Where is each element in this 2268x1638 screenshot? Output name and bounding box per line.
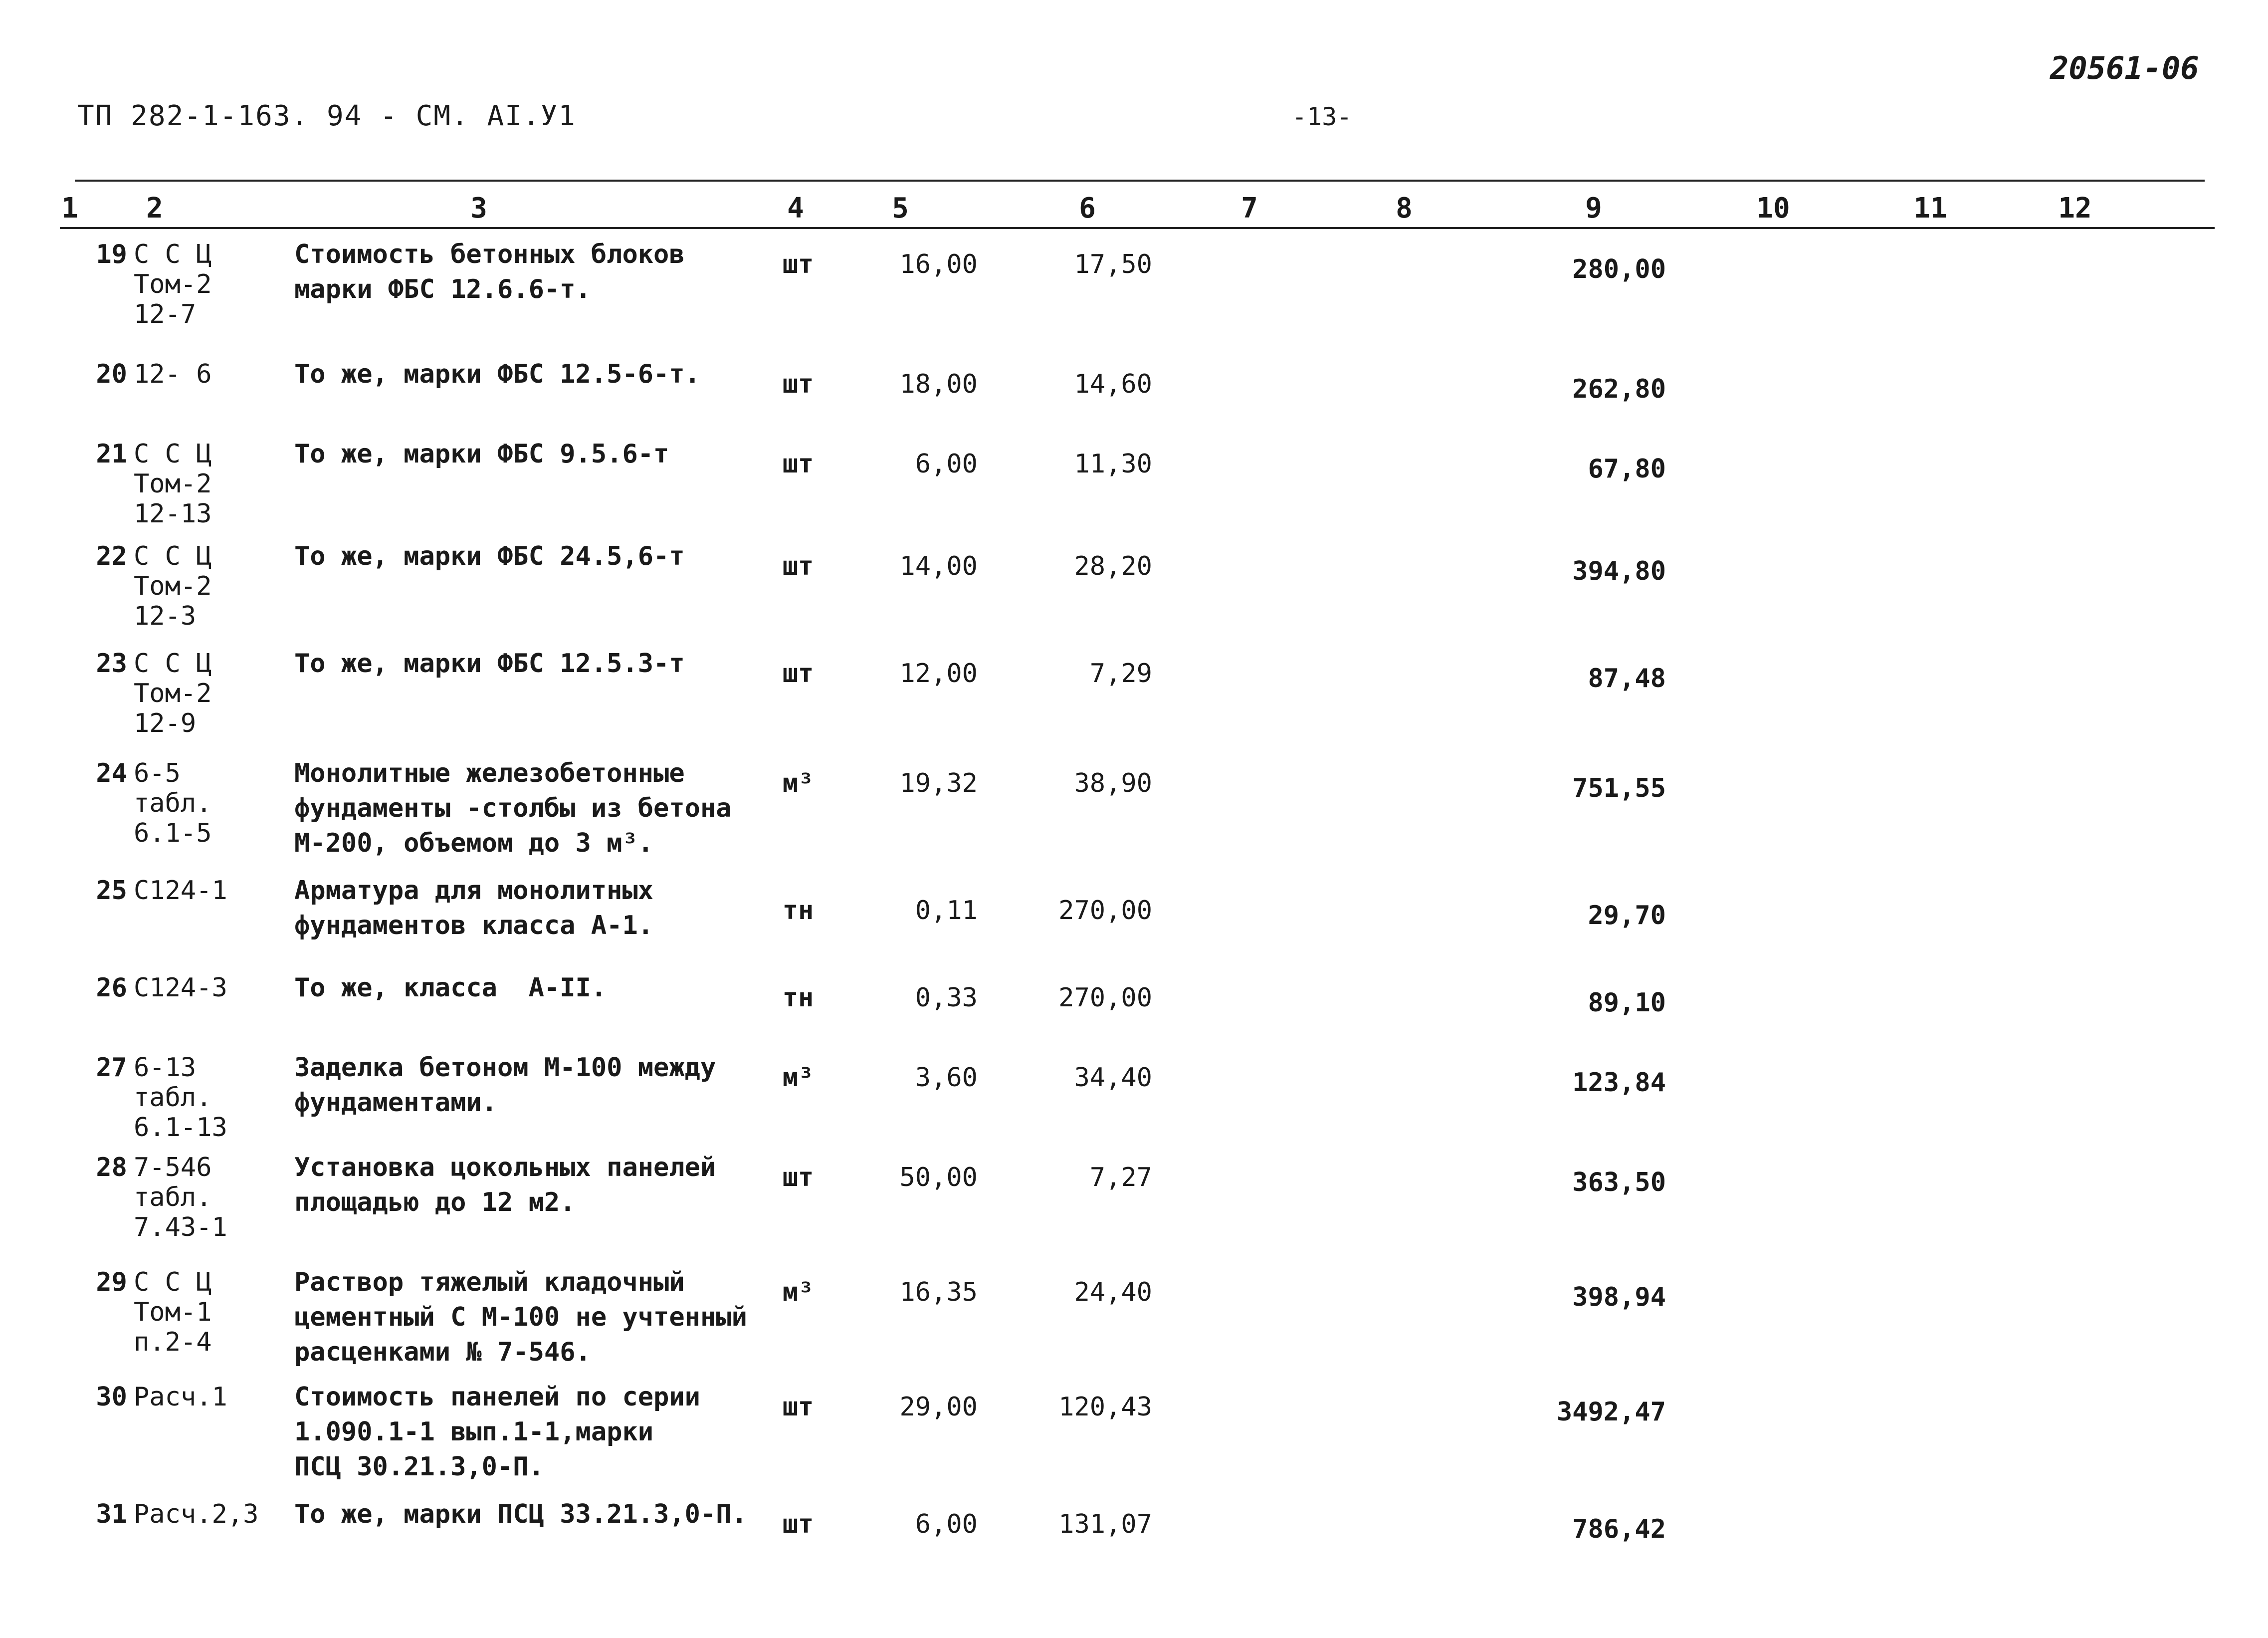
unit: шт [782, 1163, 814, 1192]
unit-price: 7,29 [1089, 659, 1152, 689]
unit: тн [782, 896, 814, 926]
unit-price: 24,40 [1074, 1277, 1152, 1307]
quantity: 19,32 [899, 768, 978, 798]
price-code: Том-1 [134, 1297, 212, 1327]
unit-price: 34,40 [1074, 1063, 1152, 1093]
column-number: 7 [1241, 192, 1258, 225]
unit-price: 270,00 [1058, 896, 1152, 926]
quantity: 6,00 [915, 449, 978, 479]
column-number: 9 [1585, 192, 1602, 225]
row-number: 21 [96, 439, 127, 469]
price-code: 12-13 [134, 499, 212, 529]
column-number: 4 [787, 192, 804, 225]
work-description: То же, марки ФБС 9.5.6-т [294, 439, 669, 469]
price-code: 7.43-1 [134, 1212, 227, 1242]
price-code: С124-1 [134, 876, 227, 906]
row-number: 29 [96, 1267, 127, 1297]
work-description: фундаментов класса А-1. [294, 911, 654, 940]
table-top-rule [75, 180, 2205, 182]
document-code: ТП 282-1-163. 94 - СМ. АI.У1 [77, 100, 577, 132]
total-cost: 280,00 [1572, 254, 1666, 284]
unit-price: 14,60 [1074, 369, 1152, 399]
unit: шт [782, 1509, 814, 1539]
column-number: 8 [1396, 192, 1413, 225]
work-description: 1.090.1-1 вып.1-1,марки [294, 1417, 654, 1447]
work-description: расценками № 7-546. [294, 1337, 591, 1367]
unit-price: 120,43 [1058, 1392, 1152, 1422]
price-code: 6-5 [134, 758, 181, 788]
price-code: Расч.2,3 [134, 1499, 259, 1529]
quantity: 0,33 [915, 983, 978, 1013]
work-description: То же, марки ФБС 12.5.3-т [294, 649, 685, 679]
price-code: 12- 6 [134, 359, 212, 389]
work-description: Стоимость панелей по серии [294, 1382, 700, 1412]
unit: шт [782, 659, 814, 689]
work-description: Монолитные железобетонные [294, 758, 685, 788]
quantity: 0,11 [915, 896, 978, 926]
work-description: марки ФБС 12.6.6-т. [294, 274, 591, 304]
total-cost: 394,80 [1572, 556, 1666, 586]
unit: шт [782, 551, 814, 581]
row-number: 25 [96, 876, 127, 906]
column-number: 11 [1913, 192, 1947, 225]
column-number: 5 [892, 192, 909, 225]
unit: тн [782, 983, 814, 1013]
price-code: Расч.1 [134, 1382, 227, 1412]
price-code: п.2-4 [134, 1327, 212, 1357]
price-code: Том-2 [134, 269, 212, 299]
work-description: фундаментами. [294, 1088, 497, 1118]
total-cost: 3492,47 [1556, 1397, 1666, 1427]
unit-price: 7,27 [1089, 1163, 1152, 1192]
work-description: М-200, объемом до 3 м³. [294, 828, 654, 858]
work-description: Заделка бетоном М-100 между [294, 1053, 716, 1083]
quantity: 29,00 [899, 1392, 978, 1422]
work-description: Стоимость бетонных блоков [294, 239, 685, 269]
price-code: 7-546 [134, 1153, 212, 1182]
work-description: фундаменты -столбы из бетона [294, 793, 732, 823]
unit: шт [782, 1392, 814, 1422]
price-code: 12-7 [134, 299, 197, 329]
work-description: Раствор тяжелый кладочный [294, 1267, 685, 1297]
total-cost: 363,50 [1572, 1168, 1666, 1197]
total-cost: 398,94 [1572, 1282, 1666, 1312]
unit: шт [782, 249, 814, 279]
work-description: ПСЦ 30.21.3,0-П. [294, 1452, 544, 1482]
unit: шт [782, 369, 814, 399]
total-cost: 87,48 [1588, 664, 1666, 694]
price-code: табл. [134, 788, 212, 818]
quantity: 16,35 [899, 1277, 978, 1307]
page-number: -13- [1292, 102, 1352, 131]
table-header-rule [60, 227, 2215, 229]
quantity: 16,00 [899, 249, 978, 279]
price-code: 12-3 [134, 601, 197, 631]
unit: шт [782, 449, 814, 479]
total-cost: 29,70 [1588, 901, 1666, 931]
price-code: табл. [134, 1083, 212, 1113]
quantity: 12,00 [899, 659, 978, 689]
price-code: 6.1-13 [134, 1113, 227, 1143]
work-description: Установка цокольных панелей [294, 1153, 716, 1182]
column-number: 10 [1756, 192, 1790, 225]
row-number: 23 [96, 649, 127, 679]
total-cost: 786,42 [1572, 1514, 1666, 1544]
work-description: То же, марки ФБС 24.5,6-т [294, 541, 685, 571]
row-number: 26 [96, 973, 127, 1003]
row-number: 28 [96, 1153, 127, 1182]
work-description: То же, класса А-II. [294, 973, 607, 1003]
price-code: С С Ц [134, 239, 212, 269]
row-number: 22 [96, 541, 127, 571]
quantity: 14,00 [899, 551, 978, 581]
unit-price: 11,30 [1074, 449, 1152, 479]
total-cost: 67,80 [1588, 454, 1666, 484]
price-code: 12-9 [134, 708, 197, 738]
archive-number: 20561-06 [2050, 50, 2199, 86]
row-number: 20 [96, 359, 127, 389]
total-cost: 123,84 [1572, 1068, 1666, 1098]
unit: м³ [782, 1063, 814, 1093]
unit-price: 17,50 [1074, 249, 1152, 279]
work-description: То же, марки ПСЦ 33.21.3,0-П. [294, 1499, 747, 1529]
row-number: 19 [96, 239, 127, 269]
price-code: С С Ц [134, 1267, 212, 1297]
unit-price: 270,00 [1058, 983, 1152, 1013]
price-code: С С Ц [134, 439, 212, 469]
column-number: 1 [61, 192, 78, 225]
price-code: С124-3 [134, 973, 227, 1003]
work-description: Арматура для монолитных [294, 876, 654, 906]
work-description: цементный С М-100 не учтенный [294, 1302, 747, 1332]
unit-price: 131,07 [1058, 1509, 1152, 1539]
row-number: 24 [96, 758, 127, 788]
column-number: 6 [1079, 192, 1096, 225]
work-description: То же, марки ФБС 12.5-6-т. [294, 359, 700, 389]
price-code: Том-2 [134, 679, 212, 708]
quantity: 6,00 [915, 1509, 978, 1539]
quantity: 18,00 [899, 369, 978, 399]
price-code: С С Ц [134, 541, 212, 571]
total-cost: 262,80 [1572, 374, 1666, 404]
column-number: 12 [2058, 192, 2092, 225]
quantity: 3,60 [915, 1063, 978, 1093]
unit-price: 38,90 [1074, 768, 1152, 798]
price-code: Том-2 [134, 571, 212, 601]
quantity: 50,00 [899, 1163, 978, 1192]
total-cost: 89,10 [1588, 988, 1666, 1018]
price-code: Том-2 [134, 469, 212, 499]
price-code: С С Ц [134, 649, 212, 679]
work-description: площадью до 12 м2. [294, 1187, 576, 1217]
row-number: 27 [96, 1053, 127, 1083]
unit-price: 28,20 [1074, 551, 1152, 581]
unit: м³ [782, 768, 814, 798]
row-number: 31 [96, 1499, 127, 1529]
price-code: табл. [134, 1182, 212, 1212]
column-number: 3 [470, 192, 487, 225]
column-number: 2 [146, 192, 163, 225]
row-number: 30 [96, 1382, 127, 1412]
price-code: 6.1-5 [134, 818, 212, 848]
price-code: 6-13 [134, 1053, 197, 1083]
unit: м³ [782, 1277, 814, 1307]
total-cost: 751,55 [1572, 773, 1666, 803]
